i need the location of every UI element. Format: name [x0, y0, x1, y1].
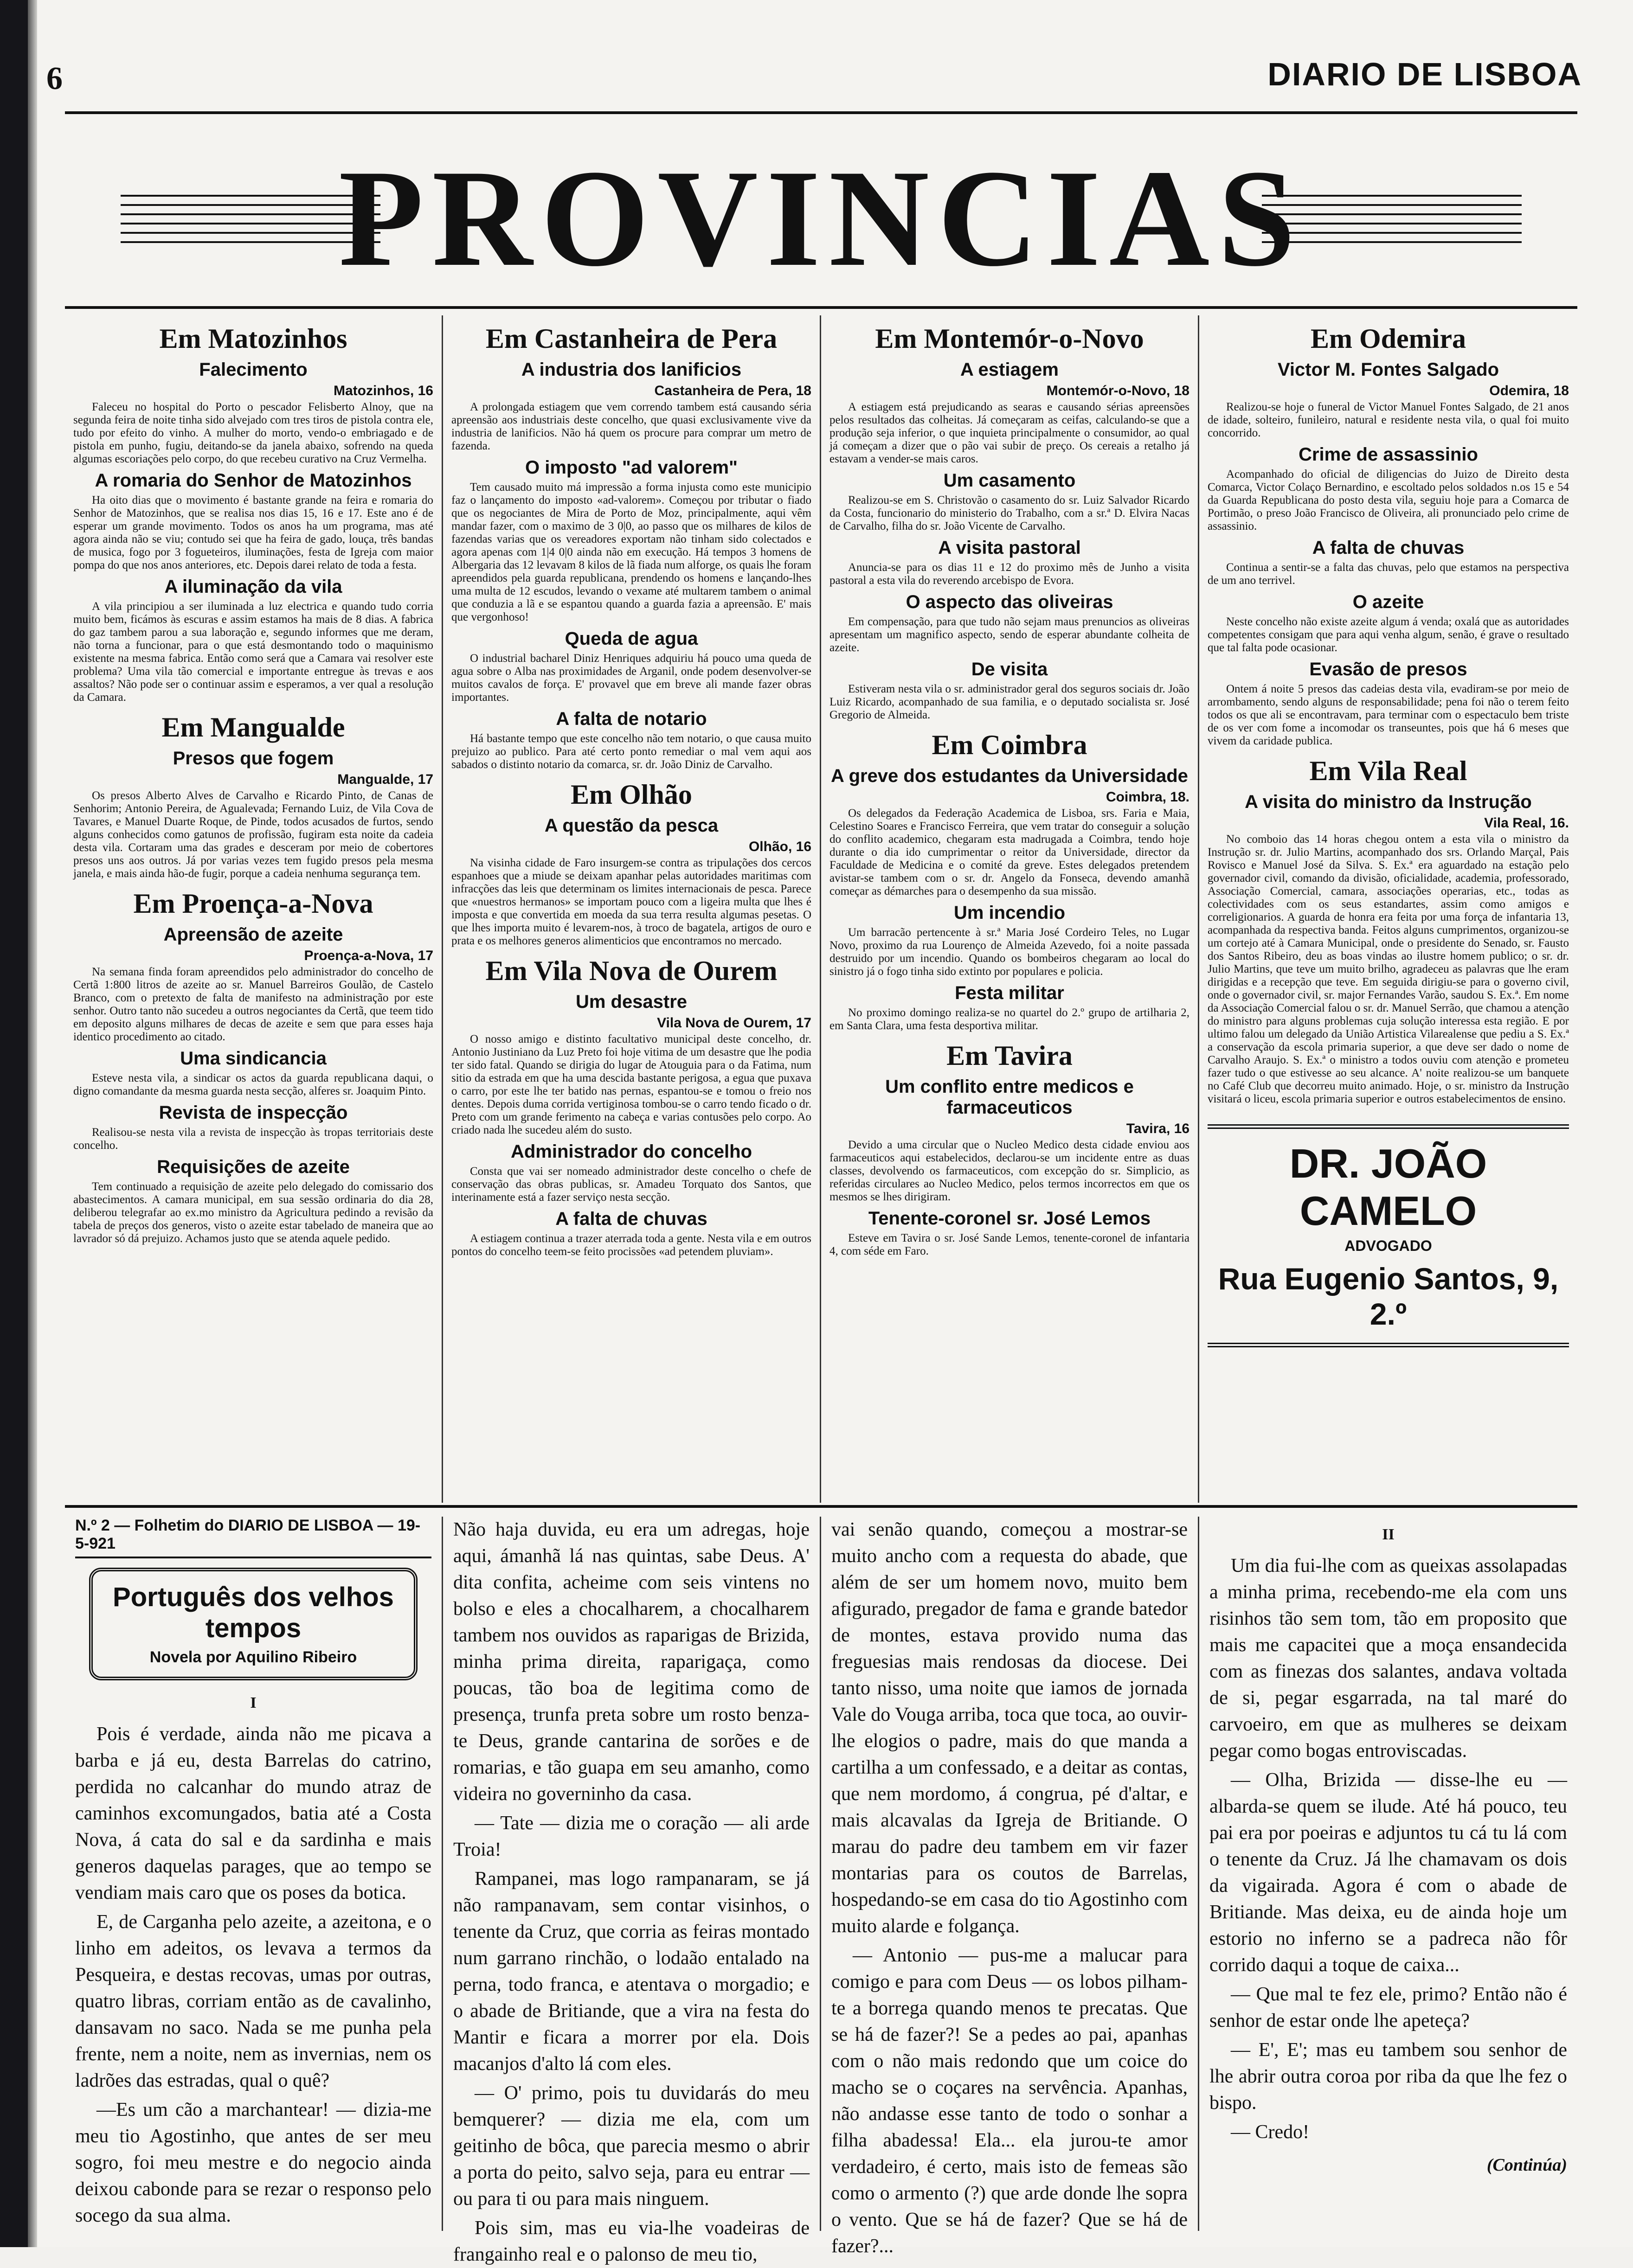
article-heading: A questão da pesca [544, 815, 719, 836]
novel-text: vai senão quando, começou a mostrar-se muito ancho com a requesta do abade, que além de ser um homem novo, muito bem afigurado, pregador de fama e grande batedor de montes, estava provido numa das freguesias mais rendosas da diocese. Dei tanto nisso, uma noite que iamos de jornada Vale do Vouga arriba, toca que toca, ao ouvir-lhe elogios o padre, mais do que manda a cartilha a um confessado, e a deitar as contas, que nem mordomo, á congrua, pé d'altar, e mais alcavalas da Igreja de Britiande. O marau do padre deu tambem em vir fazer montarias para os coutos de Barrelas, hospedando-se em casa do tio Agostinho com muito alarde e folgança. [831, 1519, 1188, 1937]
news-columns [65, 315, 1577, 1503]
article-heading: A visita do ministro da Instrução [1245, 792, 1532, 812]
section-title: PROVINCIAS [338, 141, 1304, 295]
news-column-2 [443, 315, 821, 1503]
article-text: Ha oito dias que o movimento é bastante grande na feira e romaria do Senhor de Matozinhos, que se realisa nos dias 15, 16 e 17. Este ano é de esperar um grande movimento. Todos os anos ha um programa, mas até agora ainda não se viu; contudo sei que ha feira de gado, louça, três bandas de musica, fogo por 3 fogueteiros, iluminações, festa de Igreja com maior pompa do que nos anos anteriores, etc. Depois darei relato de toda a festa. [73, 494, 433, 571]
article-heading: O imposto "ad valorem" [525, 457, 738, 478]
article-text: Tem continuado a requisição de azeite pelo delegado do comissario dos abastecimentos. A camara municipal, em sua sessão ordinaria do dia 28, deliberou telegrafar ao ex.mo ministro da Agricultura pedindo a revisão da tabela de preços dos generos, visto o azeite estar tabelado de maneira que ao lavrador só dá prejuizo. Achamos justo que se atenda aquele pedido. [73, 1180, 433, 1245]
city-heading: Em Vila Real [1309, 756, 1467, 786]
article-heading: Administrador do concelho [510, 1141, 752, 1162]
article-heading: Revista de inspecção [159, 1102, 348, 1123]
article-text: A vila principiou a ser iluminada a luz electrica e quando tudo corria muito bem, ficámos às escuras e assim estamos ha mais de 8 dias. A fabrica do gaz tambem parou a sua laboração e, segundo informes que me deram, não torna a funcionar, para o que está desmontando todo o maquinismo existente na mesma fabrica. Então como será que a Camara vai resolver este problema? Uma vila tão comercial e importante entregue às trevas e aos assaltos? Não pode ser o continuar assim e esperamos, a ver qual a resolução da Camara. [73, 600, 433, 704]
city-heading: Em Proença-a-Nova [133, 888, 373, 919]
article-heading: Apreensão de azeite [163, 924, 343, 945]
novel-text: Um dia fui-lhe com as queixas assolapadas a minha prima, recebendo-me ela com uns risinhos tão sem tom, tão em proposito que mais me capacitei que a moça ensandecida com as finezas dos salantes, andava voltada de si, pegar esgarrada, na tal maré do carvoeiro, em que as mulheres se deixam pegar como bogas entroviscadas. [1209, 1555, 1567, 1762]
article-text: Estiveram nesta vila o sr. administrador geral dos seguros sociais dr. João Luiz Ricardo, acompanhado de sua familia, e o deputado socialista sr. José Gregorio de Almeida. [829, 683, 1189, 721]
news-column-4 [1199, 315, 1577, 1503]
dateline: Proença-a-Nova, 17 [304, 948, 433, 963]
article-text: Ontem á noite 5 presos das cadeias desta vila, evadiram-se por meio de arrombamento, sendo alguns de responsabilidade; pena foi não o terem feito todos os que ali se encontravam, para terminar com o espectaculo bem triste de os ver com fome a incomodar os transeuntes, pois que há 6 meses que vivem da caridade publica. [1208, 683, 1569, 747]
chapter-number: II [1382, 1526, 1395, 1543]
ad-address: Rua Eugenio Santos, 9, 2.º [1218, 1262, 1559, 1331]
article-heading: Evasão de presos [1309, 659, 1467, 679]
folhetim-title: Português dos velhos tempos [113, 1582, 394, 1643]
running-head: DIARIO DE LISBOA [1267, 56, 1582, 92]
dateline: Vila Real, 16. [1484, 815, 1569, 831]
novel-text: — E', E'; mas eu tambem sou senhor de lhe abrir outra coroa por riba da que lhe fez o bispo. [1209, 2039, 1567, 2114]
folhetim-column-3 [821, 1517, 1199, 2257]
continua-note: (Continúa) [1486, 2155, 1567, 2175]
article-text: No comboio das 14 horas chegou ontem a esta vila o ministro da Instrução sr. dr. Julio Martins, acompanhado dos srs. Orlando Marçal, Pais Rovisco e Manuel José da Silva. S. Ex.ª era aguardado na estação pelo governador civil, comando da divisão, oficialidade, academia, professorado, Associação Comercial, camara, associações operarias, etc., todas as colectividades com os seus estandartes, assim como amigos e correligionarios. A guarda de honra era feita por uma força de infantaria 13, acompanhada da respectiva banda. Feitos alguns cumprimentos, organizou-se um cortejo até à Camara Municipal, onde o presidente do Senado, sr. Fausto dos Santos Ribeiro, deu as boas vindas ao ilustre homem publico; o sr. dr. Julio Martins, que teve um muito brilho, agradeceu as palavras que lhe eram dirigidas e a recepção que teve. Em seguida dirigiu-se para o governo civil, onde o governador civil, sr. major Fernandes Varão, saudou S. Ex.ª. Em nome da Associação Comercial falou o sr. dr. Manuel Serrão, que chamou a atenção do ministro para alguns problemas cuja solução interessa esta região. E por ultimo falou um delegado da União Artistica Vilarealense que pediu a S. Ex.ª a conservação da escola primaria superior, a que deve ser dado o nome de Carvalho Araujo. S. Ex.ª o ministro a todos ouviu com atenção e prometeu fazer tudo o que estivesse ao seu alcance. A' noite realizou-se um banquete no Café Club que decorreu muito animado. Hoje, o sr. ministro da Instrução visitará o liceu, escola primaria superior e outros estabelecimentos de ensino. [1208, 833, 1569, 1105]
dateline: Montemór-o-Novo, 18 [1046, 383, 1189, 398]
article-heading: A falta de chuvas [1312, 538, 1465, 558]
folhetim-rule [65, 1505, 1577, 1508]
article-text: Anuncia-se para os dias 11 e 12 do proximo mês de Junho a visita pastoral a esta vila do reverendo arcebispo de Evora. [829, 561, 1189, 587]
novel-text: — Antonio — pus-me a malucar para comigo e para com Deus — os lobos pilham-te a borrega quando menos te precatas. Que se há de fazer?! Se a pedes ao pai, apanhas com o não mais redondo que um coice do macho se o coçares na servência. Apanhas, não andasse esse tanto de todo o sonhar a filha abadessa! Ela... ela jurou-te amor verdadeiro, é certo, mais isto de femeas são como o armento (?) que arde donde lhe sopra o vento. Que se há de fazer? Que se há de fazer?... [831, 1945, 1188, 2257]
novel-text: Rampanei, mas logo rampanaram, se já não rampanavam, sem contar visinhos, o tenente da Cruz, que corria as feiras montado num garrano rinchão, o lodaão entalado na perna, todo franca, e atentava o morgadio; e o abade de Britiande, que a vira na festa do Mantir e ficara a morrer por ela. Dois macanjos d'alto lá com eles. [453, 1868, 810, 2075]
article-text: Tem causado muito má impressão a forma injusta como este municipio faz o lançamento do imposto «ad-valorem». Começou por tributar o fiado que os negociantes de Mira de Porto de Moz, principalmente, aqui vêm mandar fazer, com o maximo de 3 0|0, ao passo que os milhares de kilos de fazendas varias que os vereadores exportam não tinham sido colectados e agora apenas com 1|4 0|0 ainda não em execução. Há tempos 3 homens de Albergaria das 12 levavam 8 kilos de lã fiada num alforge, os quais lhe foram apreendidos pela guarda republicana, prendendo os homens e lançando-lhes uma multa de 12 escudos, levando o vexame até multarem tambem o animal que conduzia a lã e se espantou quando a guarda fazia a apreensão. E' mais que vergonhoso! [451, 481, 811, 623]
article-heading: A iluminação da vila [164, 577, 342, 597]
article-text: Esteve em Tavira o sr. José Sande Lemos, tenente-coronel de infantaria 4, com séde em Faro. [829, 1232, 1189, 1257]
article-heading: Tenente-coronel sr. José Lemos [868, 1208, 1151, 1229]
novel-text: Não haja duvida, eu era um adregas, hoje aqui, ámanhã lá nas quintas, sabe Deus. A' dita confita, acheime com seis vintens no bolso e eles a chocalharem, a chocalharem tambem nos ouvidos as raparigas de Brizida, minha prima direita, raparigaça, como poucas, tão boa de legitima como de presença, trunfa preta sobre um rosto benza-te Deus, grande cantarina de sorões e de romarias, e tão guapa em seu amanho, como videira no governinho da casa. [453, 1519, 810, 1805]
article-text: Em compensação, para que tudo não sejam maus prenuncios as oliveiras apresentam um magnifico aspecto, sendo de esperar abundante colheita de azeite. [829, 615, 1189, 654]
article-text: No proximo domingo realiza-se no quartel do 2.º grupo de artilharia 2, em Santa Clara, uma festa desportiva militar. [829, 1006, 1189, 1032]
article-heading: De visita [971, 659, 1048, 679]
city-heading: Em Matozinhos [159, 323, 347, 354]
article-heading: A visita pastoral [938, 538, 1081, 558]
article-text: Os delegados da Federação Academica de Lisboa, srs. Faria e Maia, Celestino Soares e Francisco Ferreira, que vem tratar do conseguir a solução do conflito academico, chegaram esta madrugada a Coimbra, tendo hoje durante o dia ido cumprimentar o reitor da Universidade, director da Faculdade de Medicina e o comité da greve. Estes delegados pretendem avistar-se tambem com o sr. dr. Angelo da Fonseca, devendo amanhã começar as démarches para o desempenho da sua missão. [829, 807, 1189, 897]
folhetim-column-1 [65, 1517, 443, 2231]
novel-text: — Credo! [1231, 2121, 1310, 2143]
article-text: Na semana finda foram apreendidos pelo administrador do concelho de Certã 1:800 litros de azeite ao sr. Manuel Barreiros Goulão, de Castelo Branco, com o pretexto de falta de manifesto na administração por este senhor. Outro tanto não sucedeu a outros negociantes da Certã, que teem tido em deposito alguns milhares de decas de azeite e sem que para esses haja identico procedimento ao citado. [73, 966, 433, 1043]
novel-text: — O' primo, pois tu duvidarás do meu bemquerer? — dizia me ela, com um geitinho de bôca, que parecia mesmo o abrir a porta do peito, salvo seja, para eu entrar — ou para ti ou para mais ninguem. [453, 2082, 810, 2210]
article-text: Realisou-se nesta vila a revista de inspecção às tropas territoriais deste concelho. [73, 1126, 433, 1152]
dateline: Olhão, 16 [748, 839, 811, 854]
scan-edge [0, 0, 28, 2247]
dateline: Vila Nova de Ourem, 17 [657, 1015, 811, 1031]
novel-text: Pois sim, mas eu via-lhe voadeiras de frangainho real e o palonso de meu tio, [453, 2217, 810, 2265]
article-heading: Crime de assassinio [1299, 444, 1478, 465]
ad-profession: ADVOGADO [1344, 1237, 1432, 1254]
article-heading: Festa militar [955, 983, 1064, 1003]
dateline: Tavira, 16 [1126, 1121, 1189, 1136]
article-text: Neste concelho não existe azeite algum á venda; oxalá que as autoridades competentes consigam que para aqui venha algum, senão, é grave o resultado que tal falta pode ocasionar. [1208, 615, 1569, 654]
lawyer-advertisement [1208, 1124, 1569, 1347]
article-text: Há bastante tempo que este concelho não tem notario, o que causa muito prejuizo ao publico. Para até certo ponto remediar o mal vem aqui aos sabados o distinto notario da comarca, sr. dr. João Diniz de Carvalho. [451, 732, 811, 771]
page-number: 6 [46, 61, 63, 96]
article-heading: Um desastre [575, 992, 688, 1012]
article-heading: A estiagem [960, 359, 1059, 380]
top-rule [65, 111, 1577, 114]
article-heading: Queda de agua [565, 628, 698, 649]
novel-text: —Es um cão a marchantear! — dizia-me meu tio Agostinho, que antes de ser meu sogro, foi meu mestre e do negocio ainda deixou cabonde para se rezar o responso pelo socego da sua alma. [75, 2099, 431, 2226]
dateline: Coimbra, 18. [1106, 789, 1189, 805]
article-text: Continua a sentir-se a falta das chuvas, pelo que estamos na perspectiva de um ano terrivel. [1208, 561, 1569, 587]
city-heading: Em Coimbra [932, 730, 1087, 760]
city-heading: Em Olhão [571, 779, 692, 810]
article-heading: A romaria do Senhor de Matozinhos [95, 470, 412, 491]
article-heading: Um conflito entre medicos e farmaceuticos [885, 1076, 1134, 1118]
folhetim-section [65, 1517, 1577, 2265]
article-text: Devido a uma circular que o Nucleo Medico desta cidade enviou aos farmaceuticos aqui estabelecidos, declarou-se um incidente entre as duas classes, devolvendo os farmaceuticos, com excepção do sr. Simplicio, as referidas circulares ao Nucleo Medico, pelos termos incorrectos em que os mesmos se lhes dirigiram. [829, 1139, 1189, 1203]
article-text: A prolongada estiagem que vem correndo tambem está causando séria apreensão aos industriais deste concelho, que quasi exclusivamente vive da industria de lanificios. Não há quem os procure para comprar um metro de fazenda. [451, 401, 811, 452]
ad-name: DR. JOÃO CAMELO [1289, 1140, 1487, 1234]
novel-text: E, de Carganha pelo azeite, a azeitona, e o linho em adeitos, os levava a termos da Pesqueira, e destas recovas, umas por outras, quatro libras, corriam então as de cavalinho, dansavam no saco. Nada se me punha pela frente, nem a noite, nem as invernias, nem os ladrões das estradas, qual o quê? [75, 1911, 431, 2091]
novel-text: Pois é verdade, ainda não me picava a barba e já eu, desta Barrelas do catrino, perdida no calcanhar do mundo atraz de caminhos excomungados, batia até a Costa Nova, á cata do sal e da sardinha e mais generos daquelas parages, que ao tempo se vendiam mais caro que os poses da botica. [75, 1723, 431, 1903]
article-heading: Uma sindicancia [180, 1048, 327, 1069]
article-text: Na visinha cidade de Faro insurgem-se contra as tripulações dos cercos espanhoes que a miude se deixam apanhar pelas autoridades maritimas com infracções das leis que determinam os limites internacionais de pesca. Parece que «nuestros hermanos» se importam pouco com a ligeira multa que lhes é imposta e que convertida em moeda da sua terra resulta algumas pesetas. O que lhes importa muito é levarem-nos, à troco de bagatela, artigos de ouro e prata e os melhores generos alimenticios que encontramos no mercado. [451, 857, 811, 947]
article-text: Realizou-se em S. Christovão o casamento do sr. Luiz Salvador Ricardo da Costa, funcionario do ministerio do Trabalho, com a sr.ª D. Elvira Nacas de Carvalho, filha do sr. João Vicente de Carvalho. [829, 494, 1189, 532]
city-heading: Em Odemira [1311, 323, 1466, 354]
article-text: Acompanhado do oficial de diligencias do Juizo de Direito desta Comarca, Victor Colaço Bernardino, e escoltado pelos soldados n.os 15 e 54 da Guarda Republicana do posto desta vila, seguiu hoje para a Comarca de Portimão, o preso João Francisco de Oliveira, ali pronunciado pelo crime de assassinio. [1208, 468, 1569, 532]
city-heading: Em Vila Nova de Ourem [485, 955, 778, 986]
article-text: Os presos Alberto Alves de Carvalho e Ricardo Pinto, de Canas de Senhorim; Antonio Pereira, de Agualevada; Fernando Luiz, de Vila Cova de Tavares, e Manuel Duarte Roque, de Pinde, todos acusados de furtos, sendo alguns conhecidos como gatunos de profissão, fugiram esta noite da cadeia desta vila. Cortaram uma das grades e desceram por meio de cobertores presos uns aos outros. Já por varias vezes tem fugido presos pela mesma janela, e mais ainda hão-de fugir, porque a cadeia nenhuma segurança tem. [73, 789, 433, 880]
news-column-3 [821, 315, 1199, 1503]
article-heading: Requisições de azeite [157, 1157, 350, 1177]
masthead-rule [65, 306, 1577, 309]
city-heading: Em Montemór-o-Novo [875, 323, 1144, 354]
article-heading: O azeite [1352, 592, 1424, 612]
article-text: Faleceu no hospital do Porto o pescador Felisberto Alnoy, que na segunda feira de noite tinha sido alvejado com tres tiros de pistola contra ele, tudo por efeito do vinho. A mulher do morto, vendo-o embriagado e de pistola em punho, fugiu, deitando-se da janela abaixo, sofrendo na queda algumas escoriações pelo corpo, do que recebeu curativo na Cruz Vermelha. [73, 401, 433, 465]
dateline: Mangualde, 17 [337, 772, 433, 787]
dateline: Odemira, 18 [1489, 383, 1569, 398]
dateline: Matozinhos, 16 [333, 383, 433, 398]
article-text: O nosso amigo e distinto facultativo municipal deste concelho, dr. Antonio Justiniano da Luz Preto foi hoje vitima de um desastre que lhe podia ter sido fatal. Quando se dirigia do lugar de Atouguia para o da Fatima, num sitio da estrada em que ha uma descida bastante perigosa, a egua que puxava o carro, por este lhe ter batido nas pernas, espantou-se e tomou o freio nos dentes. Depois duma corrida vertiginosa tombou-se o carro tendo ficado o dr. Preto com um grande ferimento na cabeça e varias contusões pelo corpo. Ao criado nada lhe sucedeu além do susto. [451, 1033, 811, 1136]
article-heading: Um incendio [953, 903, 1066, 923]
article-heading: Victor M. Fontes Salgado [1277, 359, 1499, 380]
article-heading: A falta de chuvas [555, 1209, 707, 1229]
city-heading: Em Tavira [946, 1040, 1073, 1071]
news-column-1 [65, 315, 443, 1503]
city-heading: Em Castanheira de Pera [485, 323, 778, 354]
novel-text: — Olha, Brizida — disse-lhe eu — albarda-se quem se ilude. Até há pouco, teu pai era por poeiras e adjuntos tu cá tu lá com o tenente da Cruz. Já lhe chamavam os dois da vigairada. Agora é com o abade de Britiande. Mas deixa, eu de ainda hoje um estorio no inferno se a padreca não fôr corrido daqui a toque de caixa... [1209, 1769, 1567, 1976]
article-text: O industrial bacharel Diniz Henriques adquiriu há pouco uma queda de agua sobre o Alba nas proximidades de Arganil, onde podem desenvolver-se muitos cavalos de força. E' provavel que em breve ali mande fazer obras importantes. [451, 652, 811, 704]
article-heading: Falecimento [199, 359, 308, 380]
article-heading: Presos que fogem [173, 748, 334, 769]
article-text: Esteve nesta vila, a sindicar os actos da guarda republicana daqui, o digno comandante da mesma guarda nesta secção, alferes sr. Joaquim Pinto. [73, 1072, 433, 1097]
article-text: Realizou-se hoje o funeral de Victor Manuel Fontes Salgado, de 21 anos de idade, solteiro, funileiro, natural e residente nesta vila, o qual foi muito concorrido. [1208, 401, 1569, 439]
city-heading: Em Mangualde [161, 712, 345, 743]
folhetim-title-box [89, 1568, 418, 1680]
article-heading: A industria dos lanificios [521, 359, 742, 380]
novel-text: — Que mal te fez ele, primo? Então não é senhor de estar onde lhe apeteça? [1209, 1984, 1567, 2031]
article-heading: A falta de notario [556, 709, 707, 729]
article-heading: Um casamento [943, 470, 1076, 491]
section-masthead [65, 139, 1577, 297]
article-heading: O aspecto das oliveiras [906, 592, 1113, 612]
article-text: Um barracão pertencente à sr.ª Maria José Cordeiro Teles, no Lugar Novo, proximo da rua Lourenço de Almeida Azevedo, foi a noite passada destruido por um incendio. Quando os bombeiros chegaram ao local do sinistro já o fogo tinha sido extinto por populares e policia. [829, 926, 1189, 978]
folhetim-column-4 [1199, 1517, 1577, 2231]
article-heading: A greve dos estudantes da Universidade [831, 766, 1188, 786]
article-text: Consta que vai ser nomeado administrador deste concelho o chefe de conservação das obras publicas, sr. Amadeu Torquato dos Santos, que interinamente está a fazer serviço nesta secção. [451, 1165, 811, 1204]
novel-text: — Tate — dizia me o coração — ali arde Troia! [453, 1813, 810, 1860]
scan-edge-shadow [28, 0, 37, 2247]
article-text: A estiagem continua a trazer aterrada toda a gente. Nesta vila e em outros pontos do concelho teem-se feito procissões «ad petendem pluviam». [451, 1232, 811, 1258]
chapter-number: I [250, 1694, 257, 1711]
article-text: A estiagem está prejudicando as searas e causando sérias apreensões pelos resultados das colheitas. Já começaram as ceifas, calculando-se que a produção seja inferior, o que inquieta principalmente o consumidor, ao qual já começam a dizer que o pão vai subir de preço. Os cereais a retalho já estavam a vender-se mais caros. [829, 401, 1189, 465]
folhetim-column-2 [443, 1517, 821, 2265]
dateline: Castanheira de Pera, 18 [654, 383, 811, 398]
folhetim-subtitle: Novela por Aquilino Ribeiro [149, 1648, 357, 1666]
folhetim-header: N.º 2 — Folhetim do DIARIO DE LISBOA — 19-5-921 [75, 1517, 431, 1558]
